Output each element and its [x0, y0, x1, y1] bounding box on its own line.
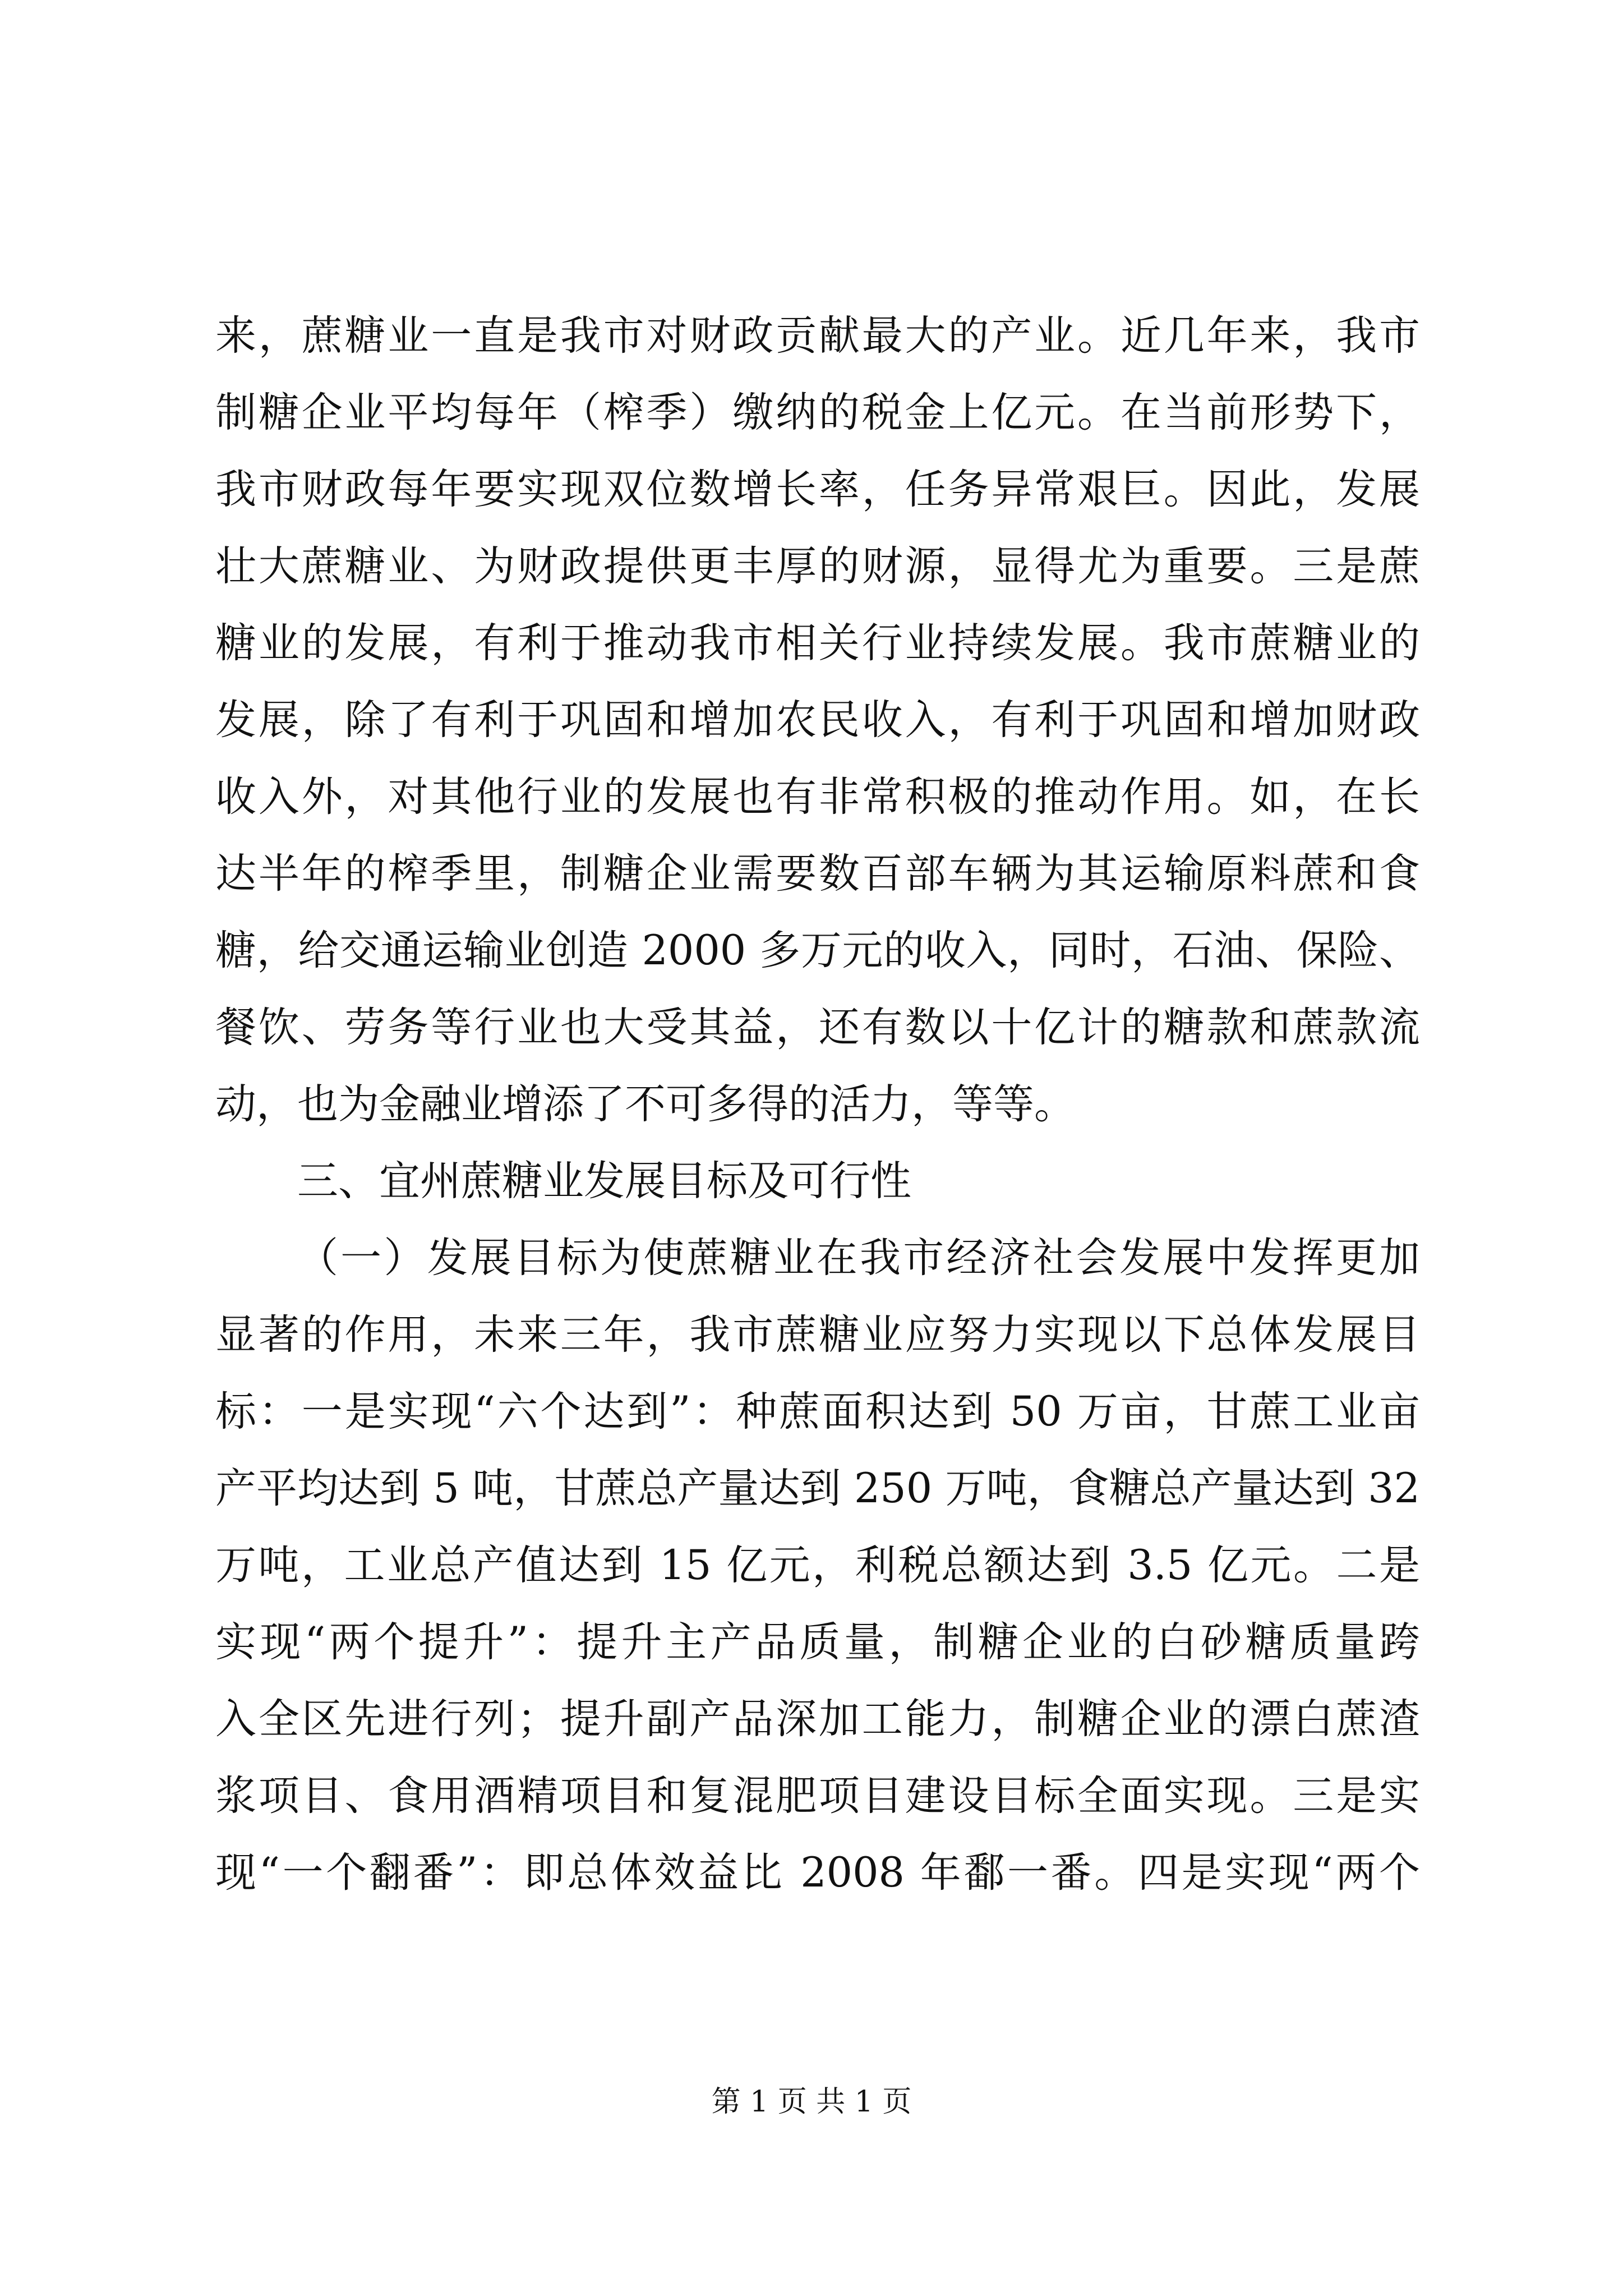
text-line: 来，蔗糖业一直是我市对财政贡献最大的产业。近几年来，我市 [215, 312, 1420, 360]
text-line: 动，也为金融业增添了不可多得的活力，等等。 [215, 1080, 1075, 1128]
text-line: 浆项目、食用酒精项目和复混肥项目建设目标全面实现。三是实 [215, 1772, 1420, 1820]
text-line: 我市财政每年要实现双位数增长率，任务异常艰巨。因此，发展 [215, 466, 1420, 513]
text-line: 入全区先进行列；提升副产品深加工能力，制糖企业的漂白蔗渣 [215, 1695, 1420, 1743]
document-body [215, 297, 1420, 1911]
text-line: 发展，除了有利于巩固和增加农民收入，有利于巩固和增加财政 [215, 696, 1420, 744]
text-line: （一）发展目标为使蔗糖业在我市经济社会发展中发挥更加 [297, 1234, 1420, 1282]
text-line: 壮大蔗糖业、为财政提供更丰厚的财源，显得尤为重要。三是蔗 [215, 542, 1420, 590]
text-line: 标：一是实现“六个达到”：种蔗面积达到 50 万亩，甘蔗工业亩 [215, 1388, 1420, 1435]
text-line: 显著的作用，未来三年，我市蔗糖业应努力实现以下总体发展目 [215, 1311, 1420, 1359]
text-line: 制糖企业平均每年（榨季）缴纳的税金上亿元。在当前形势下， [215, 389, 1420, 436]
text-line: 达半年的榨季里，制糖企业需要数百部车辆为其运输原料蔗和食 [215, 850, 1420, 898]
page-footer: 第 1 页 共 1 页 [711, 2085, 912, 2119]
text-line: 万吨，工业总产值达到 15 亿元，利税总额达到 3.5 亿元。二是 [215, 1542, 1420, 1589]
text-line: 实现“两个提升”：提升主产品质量，制糖企业的白砂糖质量跨 [215, 1618, 1420, 1666]
text-line: 现“一个翻番”：即总体效益比 2008 年鄱一番。四是实现“两个 [215, 1849, 1420, 1897]
section-heading: 三、宜州蔗糖业发展目标及可行性 [297, 1157, 911, 1205]
text-line: 餐饮、劳务等行业也大受其益，还有数以十亿计的糖款和蔗款流 [215, 1004, 1420, 1051]
text-line: 糖，给交通运输业创造 2000 多万元的收入，同时，石油、保险、 [215, 927, 1420, 974]
text-line: 糖业的发展，有利于推动我市相关行业持续发展。我市蔗糖业的 [215, 619, 1420, 667]
text-line: 产平均达到 5 吨，甘蔗总产量达到 250 万吨，食糖总产量达到 32 [215, 1465, 1420, 1512]
text-line: 收入外，对其他行业的发展也有非常积极的推动作用。如，在长 [215, 773, 1420, 821]
